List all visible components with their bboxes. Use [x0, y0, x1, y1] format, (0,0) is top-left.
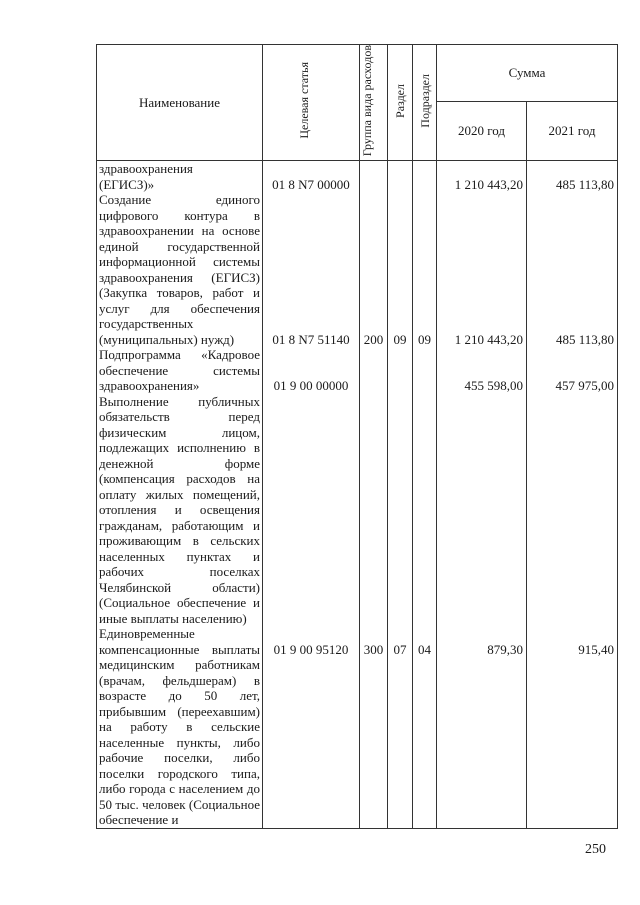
target-code: 01 8 N7 00000 [272, 176, 350, 192]
header-name: Наименование [97, 45, 263, 161]
row-name: Подпрограмма «Кадровое обеспечение системы здравоохранения» [99, 347, 260, 394]
target-code: 01 9 00 95120 [273, 641, 349, 657]
expense-group-code: 200 [363, 331, 384, 347]
subsection-code: 09 [418, 331, 431, 347]
header-expense-group: Группа вида расходов [360, 45, 388, 161]
header-year-2021: 2021 год [527, 102, 618, 161]
group-column [360, 161, 388, 829]
header-subsection: Подраздел [413, 45, 437, 161]
amount-2020: 455 598,00 [464, 378, 523, 394]
table-body-row [97, 161, 618, 829]
year-2021-column [527, 161, 618, 829]
amount-2021: 457 975,00 [555, 378, 614, 394]
header-sum: Сумма [437, 45, 618, 102]
row-name: Создание единого цифрового контура в здравоохранении на основе единой государственной информационной системы здравоохранения (ЕГИСЗ) (Закупка товаров, работ и услуг для обеспечения государственных (муниципальных) нужд) [99, 192, 260, 347]
amount-2020: 1 210 443,20 [454, 331, 523, 347]
header-year-2020: 2020 год [437, 102, 527, 161]
amount-2021: 485 113,80 [555, 176, 614, 192]
section-column [388, 161, 413, 829]
section-code: 09 [393, 331, 407, 347]
amount-2020: 1 210 443,20 [454, 176, 523, 192]
header-section: Раздел [388, 45, 413, 161]
subsection-code: 04 [418, 641, 431, 657]
amount-2020: 879,30 [487, 641, 523, 657]
subsection-column [413, 161, 437, 829]
row-name: Единовременные компенсационные выплаты медицинским работникам (врачам, фельдшерам) в возрасте до 50 лет, прибывшим (переехавшим) на работу в сельские населенные пункты, либо рабочие поселки, либо поселки городского типа, либо города с населением до 50 тыс. человек (Социальное обеспечение и [99, 626, 260, 828]
header-target: Целевая статья [263, 45, 360, 161]
name-column [97, 161, 263, 829]
target-code: 01 8 N7 51140 [272, 331, 350, 347]
target-code: 01 9 00 00000 [273, 378, 349, 394]
budget-table [96, 44, 618, 829]
year-2020-column [437, 161, 527, 829]
target-column [263, 161, 360, 829]
expense-group-code: 300 [363, 641, 384, 657]
row-name: здравоохранения (ЕГИСЗ)» [99, 161, 193, 192]
section-code: 07 [393, 641, 407, 657]
amount-2021: 485 113,80 [555, 331, 614, 347]
page-number: 250 [585, 842, 606, 857]
row-name: Выполнение публичных обязательств перед физическим лицом, подлежащих исполнению в денежной форме (компенсация расходов на оплату жилых помещений, отопления и освещения гражданам, работающим и проживающим в сельских населенных пунктах и рабочих поселках Челябинской области) (Социальное обеспечение и иные выплаты населению) [99, 393, 260, 626]
amount-2021: 915,40 [578, 641, 614, 657]
